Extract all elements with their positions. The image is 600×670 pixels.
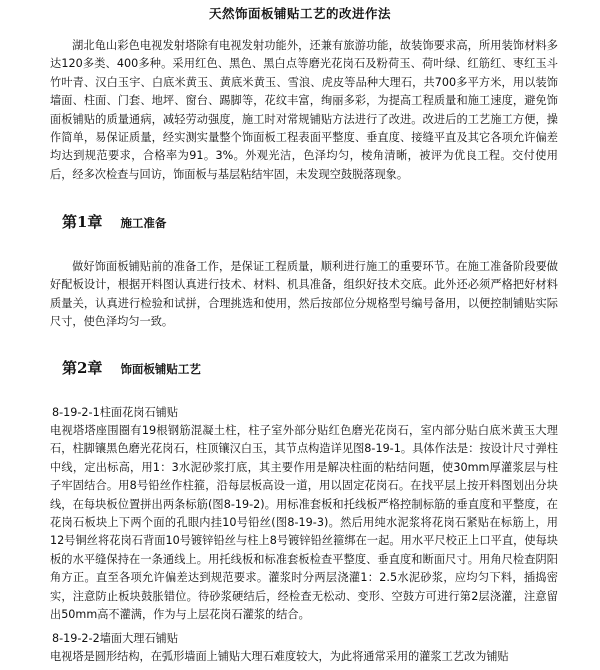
section-1-text: 电视塔塔座围圈有19根钢筋混凝土柱，柱子室外部分贴红色磨光花岗石，室内部分贴白底米黄玉大理石，柱脚镶黑色磨光花岗石，柱顶镶汉白玉，其节点构造详见图8-19-1。具体作法是：按设计尺寸弹柱中线，定出标高，用1：3水泥砂浆打底，其主要作用是解决柱面的粘结问题，使30mm厚灌浆层与柱子牢固结合。用8号铅丝作柱箍，沿每层板高设一道，用以固定花岗石。在找平层上按开料图划出分块线，在每块板位置拼出两条标筋(图8-19-2)。用标准套板和托线板严格控制标筋的垂直度和平整度，在花岗石板块上下两个面的孔眼内挂10号铅丝(图8-19-3)。然后用纯水泥浆将花岗石紧贴在标筋上，用12号铜丝将花岗石背面10号镀锌铅丝与柱上8号镀锌铅丝箍绑在一起。用水平尺校正上口平直，使每块板的水平缝保持在一条通线上。用托线板和标准套板检查平整度、垂直度和断面尺寸。用角尺检查阴阳角方正。直至各项允许偏差达到规范要求。灌浆时分两层浇灌1：2.5水泥砂浆，应均匀下料，插捣密实，注意防止板块鼓胀错位。待砂浆硬结后，经检查无松动、变形、空鼓方可进行第2层浇灌，注意留出50mm高不灌满，作为与上层花岗石灌浆的结合。	[50, 424, 558, 622]
intro-text: 湖北龟山彩色电视发射塔除有电视发射功能外，还兼有旅游功能，故装饰要求高，所用装饰材料多达120多类、400多种。采用红色、黑色、黑白点等磨光花岗石及粉荷玉、荷叶绿、红筋红、枣红玉斗竹叶青、汉白玉宇、白底米黄玉、黄底米黄玉、雪浪、虎皮等品种大理石，共700多平方米，用以装饰墙面、柱面、门套、地坪、窗台、踢脚等，花纹丰富，绚丽多彩，为提高工程质量和施工速度，避免饰面板铺贴的质量通病，减轻劳动强度，施工时对常规铺贴方法进行了改进。改进后的工艺施工方便，操作简单，易保证质量，经实测实量整个饰面板工程表面平整度、垂直度、接缝平直及其它各项允许偏差均达到规范要求，合格率为91。3%。外观光洁，色泽均匀，棱角清晰，被评为优良工程。交付使用后，经多次检查与回访，饰面板与基层粘结牢固，未发现空鼓脱落现象。	[50, 39, 558, 181]
chapter-1-number: 第1章	[62, 213, 103, 231]
chapter-1-text: 做好饰面板铺贴前的准备工作，是保证工程质量，顺利进行施工的重要环节。在施工准备阶段要做好配板设计，根据开料图认真进行技术、材料、机具准备，组织好技术交底。此外还必须严格把好材料质量关，认真进行检验和试拼，合理挑选和使用，然后按部位分规格型号编号备用，以便控制铺贴实际尺寸，使色泽均匀一致。	[50, 260, 558, 329]
chapter-1-name: 施工准备	[120, 216, 167, 230]
chapter-2-name: 饰面板铺贴工艺	[120, 362, 201, 376]
chapter-2-heading	[62, 357, 201, 378]
chapter-2-number: 第2章	[62, 359, 103, 377]
document-title: 天然饰面板铺贴工艺的改进作法	[208, 6, 391, 21]
chapter-1-heading	[62, 211, 166, 232]
section-2-paragraph	[50, 648, 558, 666]
intro-paragraph	[50, 37, 558, 184]
section-1-paragraph	[50, 422, 558, 624]
section-1-heading: 8-19-2-1柱面花岗石铺贴	[52, 406, 179, 419]
chapter-1-paragraph	[50, 258, 558, 332]
section-2-heading: 8-19-2-2墙面大理石铺贴	[52, 632, 179, 645]
section-2-text: 电视塔是圆形结构，在弧形墙面上铺贴大理石难度较大，为此将通常采用的灌浆工艺改为铺贴	[50, 650, 509, 663]
